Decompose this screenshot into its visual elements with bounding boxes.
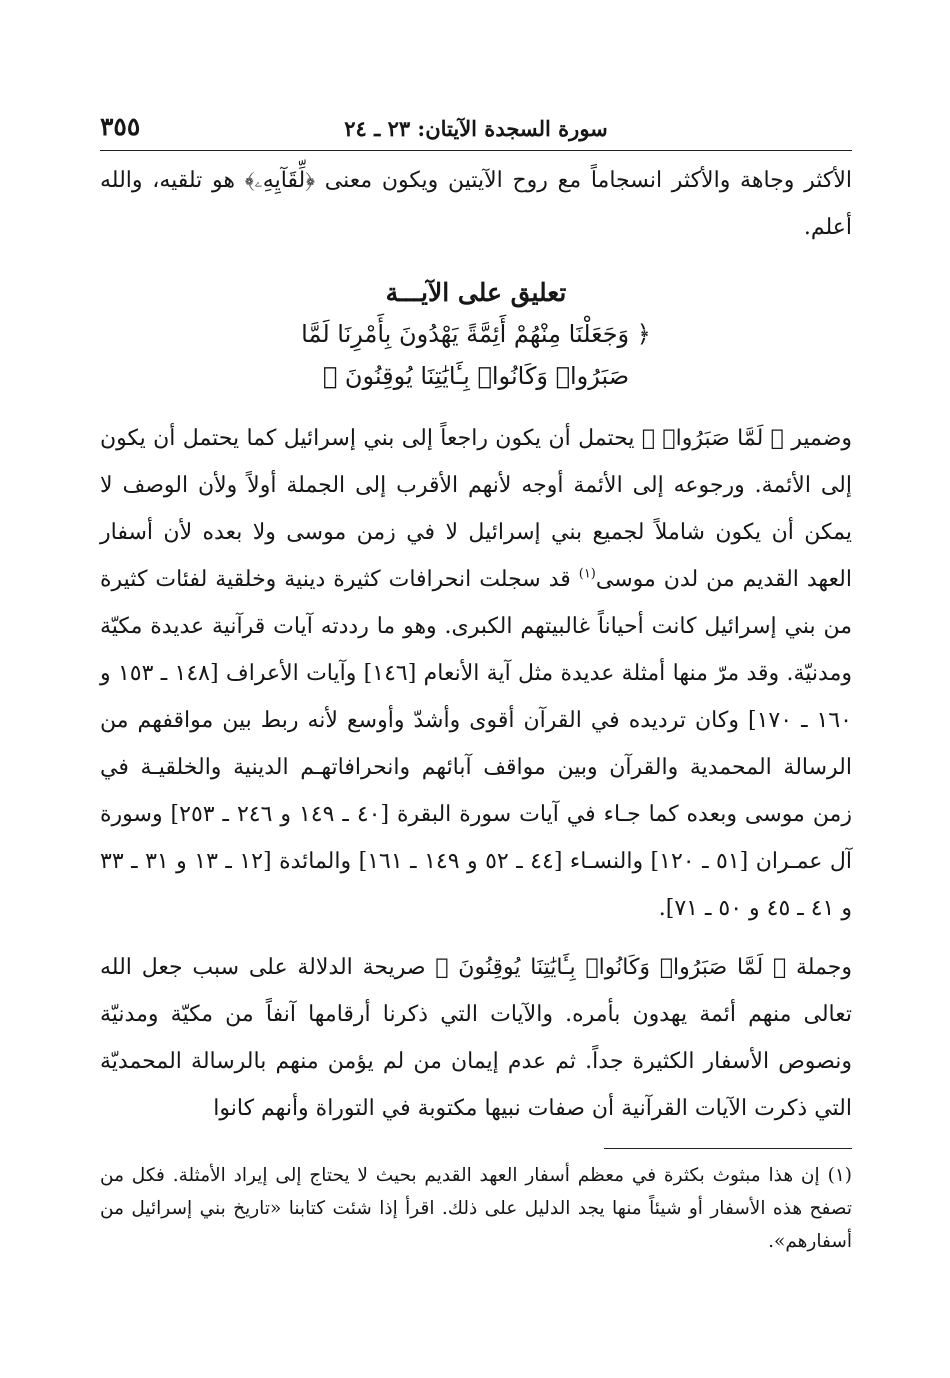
verse-line-2: صَبَرُوا۟ وَكَانُوا۟ بِـَٔايَٰتِنَا يُوقِنُونَ ﴾ bbox=[322, 362, 630, 390]
paragraph-1-text-b: قد سجلت انحرافات كثيرة دينية وخلقية لفئات كثيرة من بني إسرائيل كانت أحياناً غالبيتهم الكبرى. وهو ما رددته آيات قرآنية عديدة مكيّة ومدنيّة. وقد مرّ منها أمثلة عديدة مثل آية الأنعام [١٤٦] وآيات الأعراف [١٤٨ ـ ١٥٣ و ١٦٠ ـ ١٧٠] وكان ترديده في القرآن أقوى وأشدّ وأوسع لأنه ربط بين مواقفهم من الرسالة المحمدية والقرآن وبين مواقف آبائهم وانحرافاتهـم الدينية والخلقيـة في زمن موسى وبعده كما جـاء في آيات سورة البقرة [٤٠ ـ ١٤٩ و ٢٤٦ ـ ٢٥٣] وسورة آل عمـران [٥١ ـ ١٢٠] والنسـاء [٤٤ ـ ٥٢ و ١٤٩ ـ ١٦١] والمائدة [١٢ ـ ١٣ و ٣١ ـ ٣٣ و ٤١ ـ ٤٥ و ٥٠ ـ ٧١]. bbox=[100, 567, 852, 921]
body-paragraph-1 bbox=[100, 415, 852, 932]
section-heading-block bbox=[100, 273, 852, 397]
running-title: سورة السجدة الآيتان: ٢٣ ـ ٢٤ bbox=[344, 116, 608, 141]
intro-quran-word: ﴿لِّقَآيِهِۦ﴾ bbox=[244, 168, 316, 193]
footnote-reference[interactable]: (١) bbox=[578, 566, 596, 582]
intro-text-before: الأكثر وجاهة والأكثر انسجاماً مع روح الآيتين ويكون معنى bbox=[324, 168, 852, 193]
paragraph-1-quran: ﴿ لَمَّا صَبَرُوا۟ ﴾ bbox=[641, 426, 784, 451]
body-paragraph-2 bbox=[100, 944, 852, 1132]
footnote-text: إن هذا مبثوث بكثرة في معظم أسفار العهد القديم بحيث لا يحتاج إلى إيراد الأمثلة. فكل من تصفح هذه الأسفار أو شيئاً منها يجد الدليل على ذلك. اقرأ إذا شئت كتابنا «تاريخ بني إسرائيل من أسفارهم». bbox=[100, 1165, 852, 1252]
footnote-number: (١) bbox=[827, 1165, 852, 1186]
section-heading: تعليق على الآيـــة bbox=[385, 278, 567, 307]
paragraph-2-lead: وجملة bbox=[795, 955, 852, 980]
paragraph-1-lead: وضمير bbox=[791, 426, 853, 451]
paragraph-1-text-a: يحتمل أن يكون راجعاً إلى بني إسرائيل كما يحتمل أن يكون إلى الأئمة. ورجوعه إلى الأئمة أوجه لأنهم الأقرب إلى الجملة أولاً ولأن الوصف لا يمكن أن يكون شاملاً لجميع بني إسرائيل لا في زمن موسى ولا بعده لأن أسفار العهد القديم من لدن موسى bbox=[100, 426, 852, 592]
verse-line-1: ﴿ وَجَعَلْنَا مِنْهُمْ أَئِمَّةً يَهْدُونَ بِأَمْرِنَا لَمَّا bbox=[301, 320, 651, 348]
footnote-1 bbox=[100, 1159, 852, 1258]
footnotes bbox=[100, 1159, 852, 1258]
intro-text-after: هو تلقيه، والله أعلم. bbox=[100, 168, 852, 240]
book-page bbox=[100, 108, 852, 1268]
page-number: ٣٥٥ bbox=[100, 112, 141, 141]
paragraph-2-text: صريحة الدلالة على سبب جعل الله تعالى منهم أئمة يهدون بأمره. والآيات التي ذكرنا أرقامها آنفاً من مكيّة ومدنيّة ونصوص الأسفار الكثيرة جداً. ثم عدم إيمان من لم يؤمن منهم بالرسالة المحمديّة التي ذكرت الآيات القرآنية أن صفات نبيها مكتوبة في التوراة وأنهم كانوا bbox=[100, 955, 852, 1121]
paragraph-2-quran: ﴿ لَمَّا صَبَرُوا۟ وَكَانُوا۟ بِـَٔايَٰتِنَا يُوقِنُونَ ﴾ bbox=[435, 955, 787, 980]
footnote-separator bbox=[604, 1148, 852, 1149]
running-header bbox=[100, 108, 852, 151]
intro-paragraph bbox=[100, 157, 852, 251]
